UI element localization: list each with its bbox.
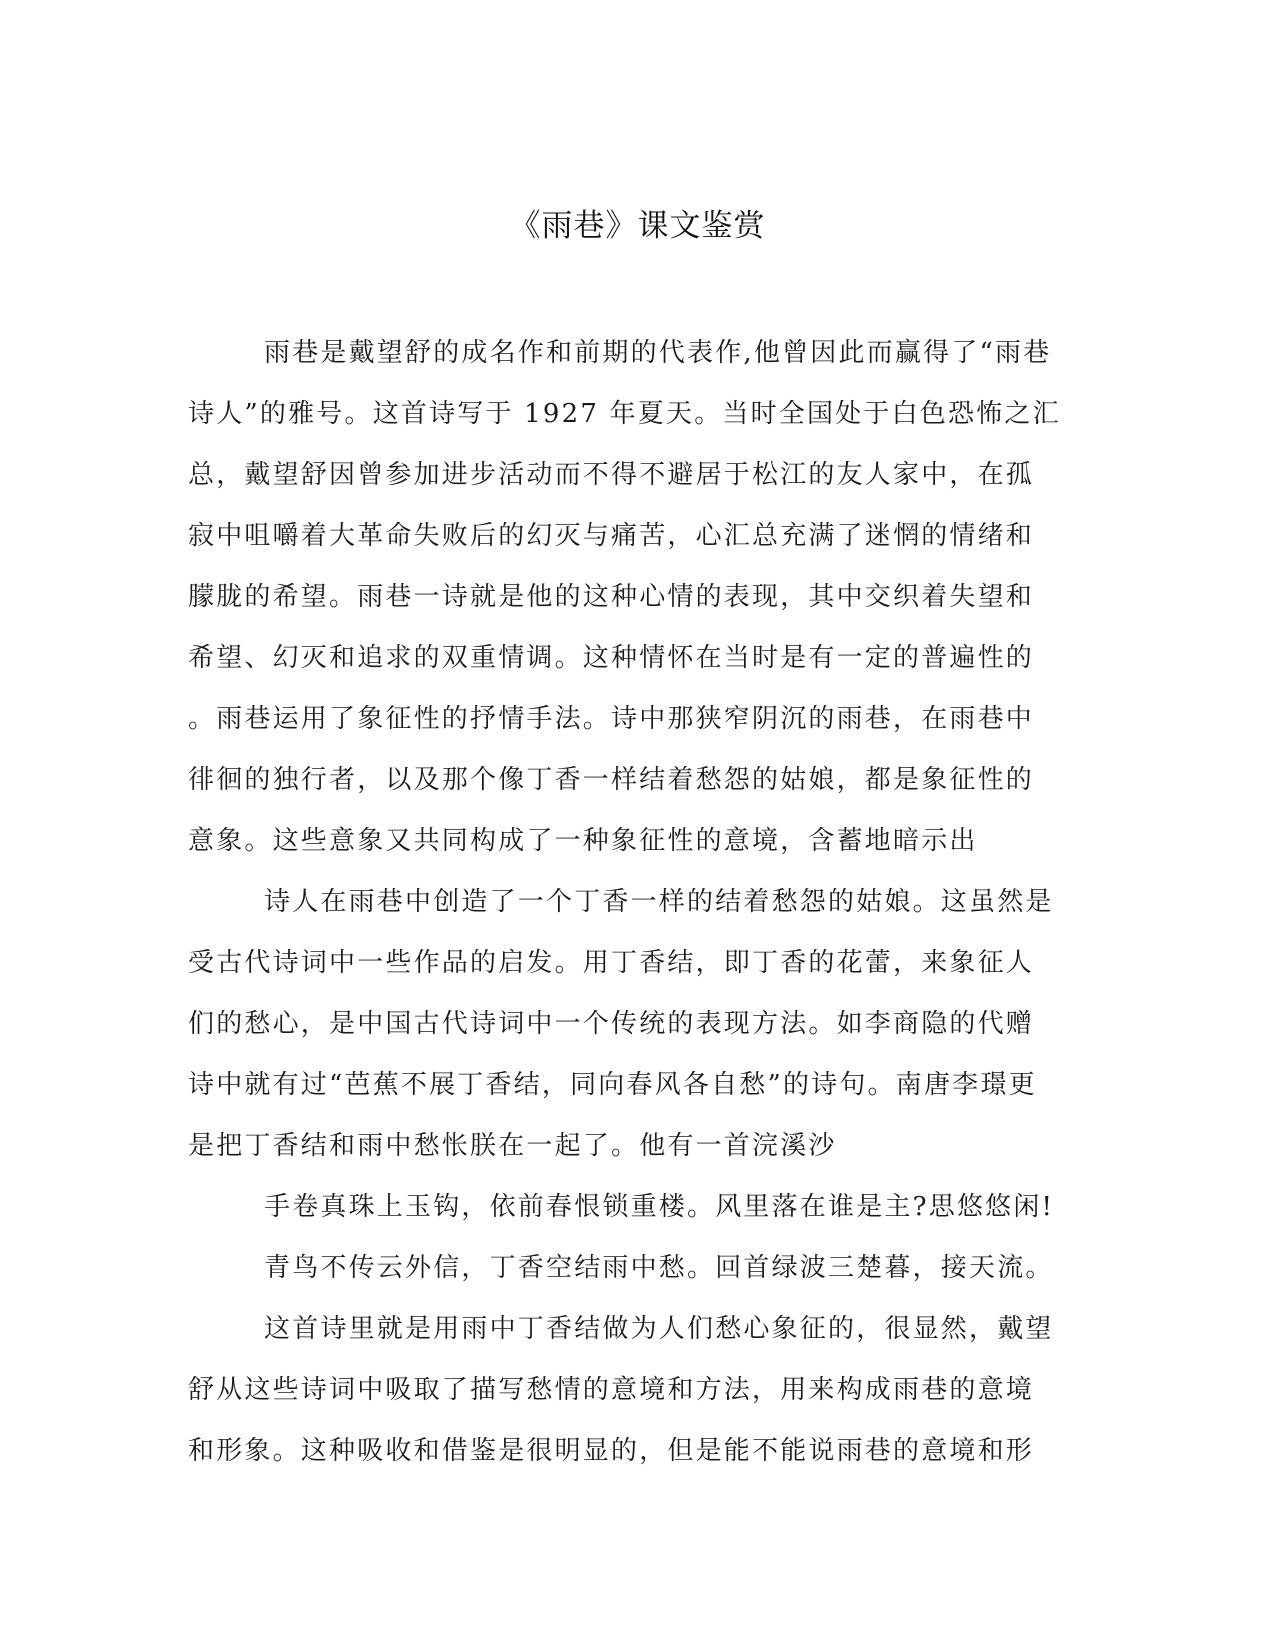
text-line: 们的愁心，是中国古代诗词中一个传统的表现方法。如李商隐的代赠: [188, 1009, 1035, 1039]
text-line: 总，戴望舒因曾参加进步活动而不得不避居于松江的友人家中，在孤: [188, 460, 1035, 490]
text-line: 诗人”的雅号。这首诗写于 1927 年夏天。当时全国处于白色恐怖之汇: [188, 399, 1061, 429]
text-line: 徘徊的独行者，以及那个像丁香一样结着愁怨的姑娘，都是象征性的: [188, 765, 1035, 795]
text-line: 手卷真珠上玉钩，依前春恨锁重楼。风里落在谁是主?思悠悠闲!: [264, 1192, 1055, 1222]
text-line: 寂中咀嚼着大革命失败后的幻灭与痛苦，心汇总充满了迷惘的情绪和: [188, 521, 1035, 551]
text-line: 是把丁香结和雨中愁怅朕在一起了。他有一首浣溪沙: [188, 1131, 837, 1161]
text-line: 青鸟不传云外信，丁香空结雨中愁。回首绿波三楚暮，接天流。: [264, 1253, 1054, 1283]
text-line: 这首诗里就是用雨中丁香结做为人们愁心象征的，很显然，戴望: [264, 1314, 1054, 1344]
text-line: 诗中就有过“芭蕉不展丁香结，同向春风各自愁”的诗句。南唐李璟更: [188, 1070, 1037, 1100]
document-body: [188, 323, 1088, 1482]
text-line: 受古代诗词中一些作品的启发。用丁香结，即丁香的花蕾，来象征人: [188, 948, 1035, 978]
text-line: 和形象。这种吸收和借鉴是很明显的，但是能不能说雨巷的意境和形: [188, 1436, 1035, 1466]
text-line: 诗人在雨巷中创造了一个丁香一样的结着愁怨的姑娘。这虽然是: [264, 887, 1054, 917]
text-line: 意象。这些意象又共同构成了一种象征性的意境，含蓄地暗示出: [188, 826, 978, 856]
text-line: 雨巷是戴望舒的成名作和前期的代表作,他曾因此而赢得了“雨巷: [264, 338, 1052, 368]
text-line: 舒从这些诗词中吸取了描写愁情的意境和方法，用来构成雨巷的意境: [188, 1375, 1035, 1405]
text-line: 。雨巷运用了象征性的抒情手法。诗中那狭窄阴沉的雨巷，在雨巷中: [188, 704, 1035, 734]
text-line: 朦胧的希望。雨巷一诗就是他的这种心情的表现，其中交织着失望和: [188, 582, 1035, 612]
document-title: 《雨巷》课文鉴赏: [509, 208, 766, 244]
text-line: 希望、幻灭和追求的双重情调。这种情怀在当时是有一定的普遍性的: [188, 643, 1035, 673]
